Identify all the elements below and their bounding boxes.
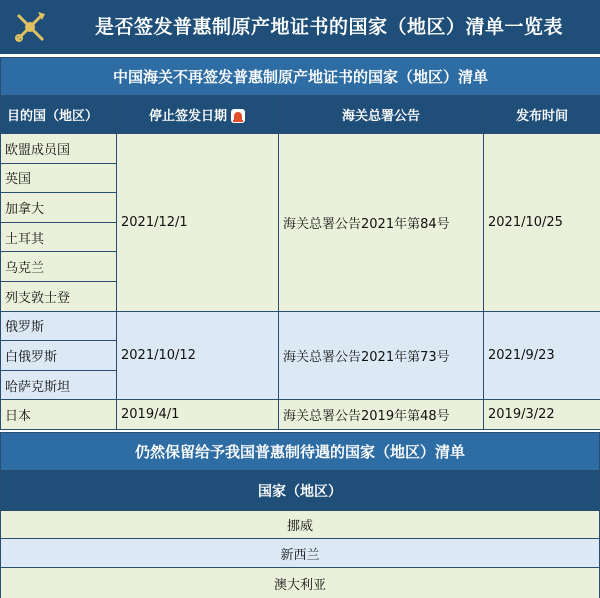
notice-cell: 海关总署公告2021年第84号 — [279, 134, 484, 312]
header-publish-date: 发布时间 — [484, 96, 600, 134]
header-stop-date — [117, 96, 279, 134]
country-cell: 日本 — [1, 400, 117, 430]
gsp-countries-table — [0, 432, 600, 598]
publish-date-cell: 2021/9/23 — [484, 311, 600, 400]
country-row: 挪威 — [1, 511, 600, 539]
page-title: 是否签发普惠制原产地证书的国家（地区）清单一览表 — [94, 16, 563, 38]
header-destination: 目的国（地区） — [1, 96, 117, 134]
country-row: 澳大利亚 — [1, 568, 600, 598]
header-stop-date-label: 停止签发日期 — [148, 108, 227, 124]
publish-date-cell: 2019/3/22 — [484, 400, 600, 430]
section1-title: 中国海关不再签发普惠制原产地证书的国家（地区）清单 — [1, 58, 600, 96]
suspended-countries-table — [0, 57, 600, 430]
notice-cell: 海关总署公告2021年第73号 — [279, 311, 484, 400]
header-notice: 海关总署公告 — [279, 96, 484, 134]
country-cell: 乌克兰 — [1, 252, 117, 282]
header-country: 国家（地区） — [1, 471, 600, 511]
publish-date-cell: 2021/10/25 — [484, 134, 600, 312]
section2-title: 仍然保留给予我国普惠制待遇的国家（地区）清单 — [1, 433, 600, 471]
country-row: 新西兰 — [1, 539, 600, 568]
country-cell: 土耳其 — [1, 222, 117, 252]
stop-date-cell: 2021/12/1 — [117, 134, 279, 312]
country-cell: 哈萨克斯坦 — [1, 370, 117, 400]
country-cell: 英国 — [1, 163, 117, 193]
country-cell: 列支敦士登 — [1, 281, 117, 311]
customs-emblem-icon — [12, 9, 48, 45]
country-cell: 白俄罗斯 — [1, 341, 117, 371]
alarm-siren-icon — [230, 108, 246, 124]
stop-date-cell: 2021/10/12 — [117, 311, 279, 400]
country-cell: 欧盟成员国 — [1, 134, 117, 164]
notice-cell: 海关总署公告2019年第48号 — [279, 400, 484, 430]
country-cell: 俄罗斯 — [1, 311, 117, 341]
country-cell: 加拿大 — [1, 193, 117, 223]
stop-date-cell: 2019/4/1 — [117, 400, 279, 430]
title-banner — [0, 0, 600, 54]
